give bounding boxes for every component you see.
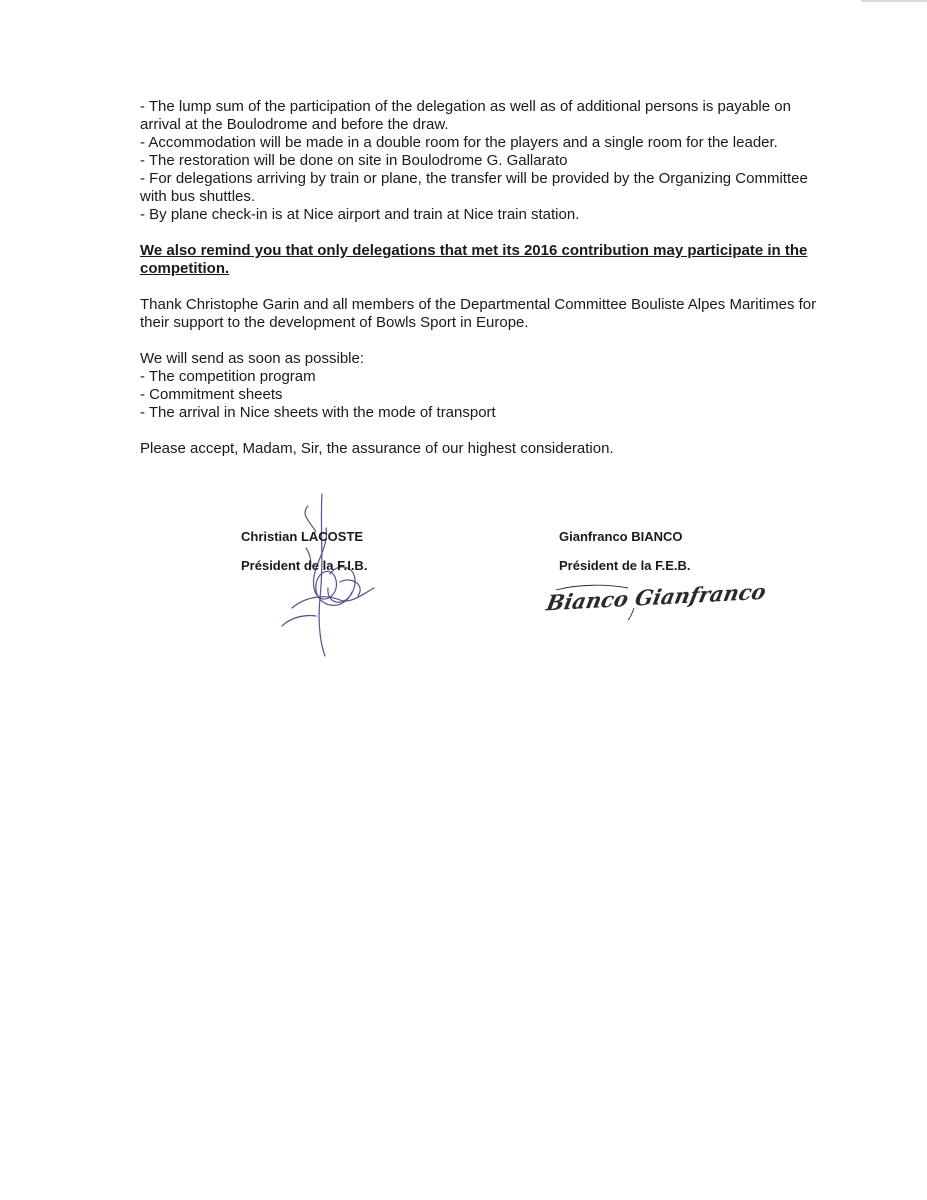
condition-item: - By plane check-in is at Nice airport and train at Nice train station. [140,206,580,223]
signatory-title: Président de la F.I.B. [241,558,368,573]
condition-item: - The lump sum of the participation of the delegation as well as of additional persons is payable on arrival at the Boulodrome and before the draw. [140,98,791,133]
bianco-signature [544,578,768,622]
documents-to-send [140,350,830,422]
svg-text:Bianco Gianfranco: Bianco Gianfranco [544,579,768,617]
letter-body [140,98,830,458]
contribution-reminder: We also remind you that only delegations that met its 2016 contribution may participate in the competition. [140,242,808,277]
documents-intro: We will send as soon as possible: [140,350,365,367]
signatory-name: Christian LACOSTE [241,529,364,544]
condition-item: - Accommodation will be made in a double room for the players and a single room for the leader. [140,134,778,151]
conditions-list [140,98,830,224]
lacoste-signature [270,488,385,678]
document-item: - The arrival in Nice sheets with the mode of transport [140,404,496,421]
condition-item: - The restoration will be done on site in Boulodrome G. Gallarato [140,152,568,169]
thanks-paragraph: Thank Christophe Garin and all members of the Departmental Committee Bouliste Alpes Maritimes for their support to the development of Bowls Sport in Europe. [140,296,817,331]
document-item: - The competition program [140,368,316,385]
closing-line: Please accept, Madam, Sir, the assurance of our highest consideration. [140,440,614,457]
document-item: - Commitment sheets [140,386,283,403]
condition-item: - For delegations arriving by train or plane, the transfer will be provided by the Organizing Committee with bus shuttles. [140,170,808,205]
signatory-title: Président de la F.E.B. [559,558,691,573]
signatory-name: Gianfranco BIANCO [559,529,683,544]
scan-edge-mark [861,0,927,2]
